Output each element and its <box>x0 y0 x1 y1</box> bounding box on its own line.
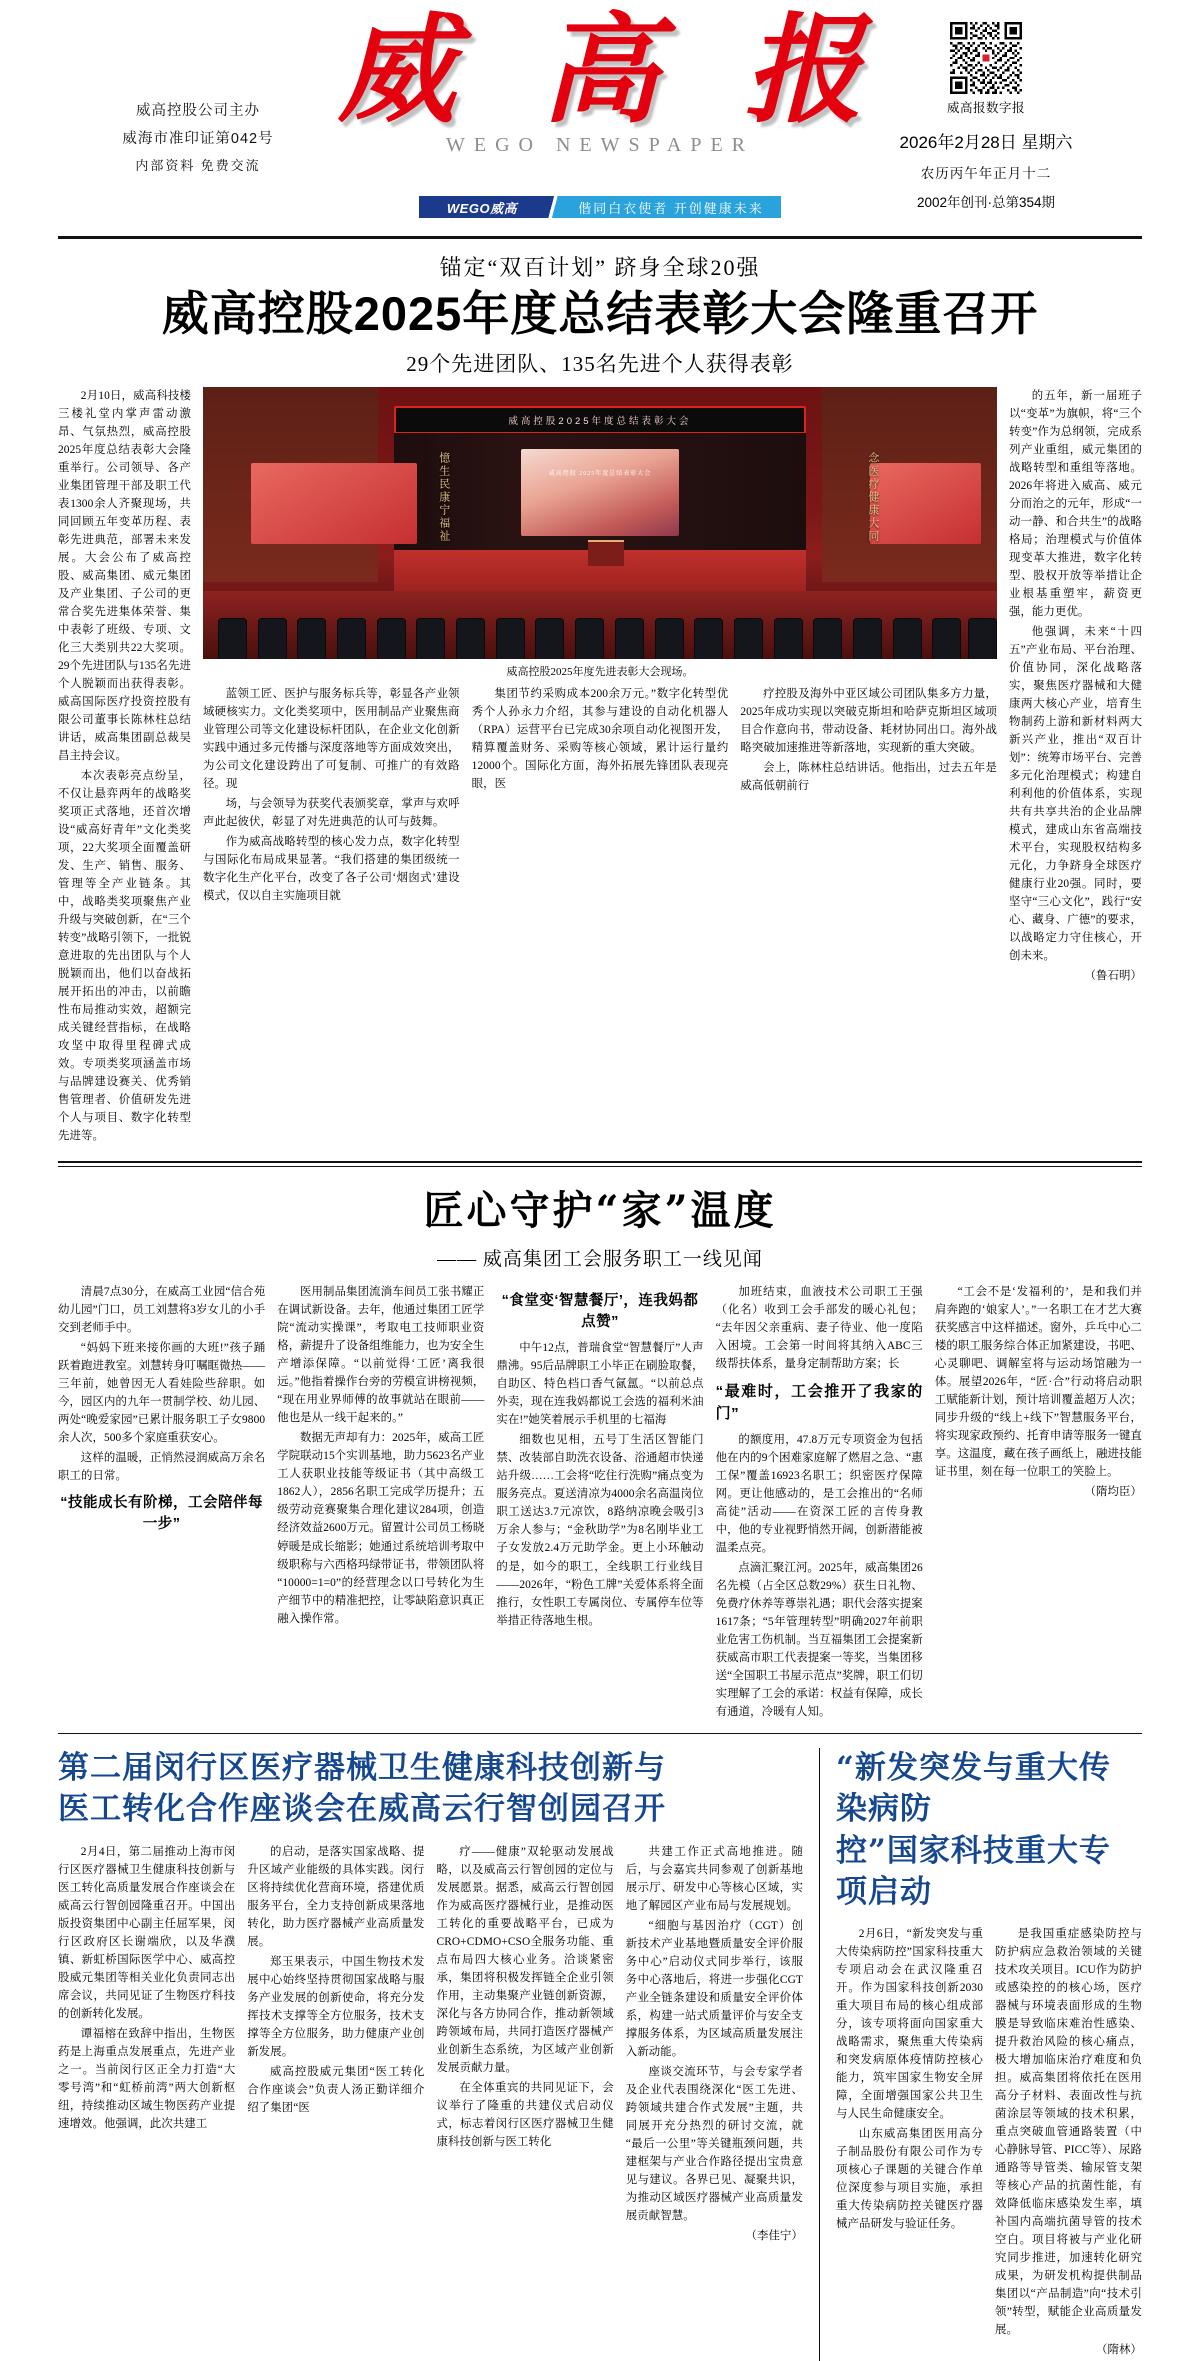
feature-columns <box>58 1283 1142 1723</box>
bottom-left-column-3 <box>437 1843 614 2247</box>
newspaper-title-en: WEGO NEWSPAPER <box>445 133 755 156</box>
paragraph: “工会不是‘发福利的’，是和我们并肩奔跑的‘娘家人’。”一名职工在才艺大赛获奖感言中这样描述。窗外，乒乓中心二楼的职工服务综合体正加紧建设，书吧、心灵聊吧、调解室将与运动场馆融为一体。展望2026年，“匠·合”行动将启动职工赋能新计划，预计培训覆盖超万人次；同步升级的“线上+线下”智慧服务平台，将实现家政预约、托育申请等服务一键直享。这温度，藏在孩子画纸上，融进技能证书里，刻在每一位职工的笑脸上。 <box>934 1286 1143 1479</box>
vertical-slogan-left: 憶生民康宁福祉 <box>437 451 450 543</box>
paragraph: 作为威高战略转型的核心发力点，数字化转型与国际化布局成果显著。“我们搭建的集团级统一数字化生产化平台，改变了各子公司‘烟囱式’建设模式，仅以自主实施项目就 <box>203 835 460 902</box>
lead-shoulder: 锚定“双百计划” 跻身全球20强 <box>439 255 761 280</box>
paragraph: 是我国重症感染防控与防护病应急救治领域的关键技术攻关项目。ICU作为防护或感染控的的核心场，医疗器械与环境表面形成的生物膜是导致临床难治性感染、提升救治风险的核心痛点，极大增加临床治疗难度和负担。威高集团将依托在医用高分子材料、表面改性与抗菌涂层等领域的技术积累，重点突破血管通路装置（中心静脉导管、PICC等）、尿路通路等导管类、输尿管支架等核心产品的抗菌性能，有效降低临床感染发生率，填补国内高端抗菌导管的技术空白。项目将被与产业化研究同步推进，加速转化研究成果，为研发机构提供制品集团以“产品制造”向“技术引领”转型，赋能企业高质量发展。 <box>995 1927 1142 2337</box>
paragraph: 的额度用，47.8万元专项资金为包括他在内的9个困难家庭解了燃眉之急、“惠工保”覆盖16923名职工；织密医疗保障网。更让他感动的，是工会推出的“名师高徒”活动——在资深工匠的言传身教中，他的专业视野悄然开阔，创新潜能被温柔点亮。 <box>715 1433 923 1554</box>
feature-column-1 <box>58 1283 265 1723</box>
feature-column-5 <box>935 1283 1142 1723</box>
paragraph: 山东威高集团医用高分子制品股份有限公司作为专项核心子课题的关键合作单位深度参与项目实施，承担重大传染病防控关键医疗器械产品研发与验证任务。 <box>836 2128 983 2231</box>
feature-subheading-2: “食堂变‘智慧餐厅’，连我妈都点赞” <box>501 1293 699 1331</box>
side-led-screen-right <box>870 463 981 545</box>
paragraph: 这样的温暖，正悄然浸润威高万余名职工的日常。 <box>58 1452 266 1483</box>
paragraph: “细胞与基因治疗（CGT）创新技术产业基地暨质量安全评价服务中心”启动仪式同步举行，该服务中心落地后，将进一步强化CGT产业全链条建设和质量安全评价体系，构建一站式质量评价与安全支撑服务体系，为区域高质量发展注入新动能。 <box>625 1919 803 2058</box>
paragraph: 场，与会领导为获奖代表颁奖章，掌声与欢呼声此起彼伏，彰显了对先进典范的认可与鼓舞。 <box>203 797 460 828</box>
paragraph: 威高控股威元集团“医工转化合作座谈会”负责人汤正勤详细介绍了集团“医 <box>247 2065 425 2114</box>
paragraph: 2月10日，威高科技楼三楼礼堂内掌声雷动激昂、气氛热烈，威高控股2025年度总结表彰大会隆重举行。公司领导、各产业集团管理干部及职工代表1300余人齐聚现场，共同回顾五年变革历程、表彰先进典范，部署未来发展。大会公布了威高控股、威高集团、威元集团及产业集团、子公司的更常合奖先进集体荣誉、集中表彰了班级、专项、文化三大类别共22大奖项。29个先进团队与135名先进个人脱颖而出获得表彰。威高国际医疗投资控股有限公司董事长陈林柱总结讲话，威高集团副总裁吴昌主持会议。 <box>58 389 191 762</box>
paragraph: 的启动，是落实国家战略、提升区域产业能级的具体实践。闵行区将持续优化营商环境，搭建优质服务平台，全力支持创新成果落地转化，助力医疗器械产业高质量发展。 <box>247 1845 425 1948</box>
lead-headline[interactable]: 威高控股2025年度总结表彰大会隆重召开 <box>161 287 1039 340</box>
publication-date: 2026年2月28日 星期六 <box>899 133 1073 152</box>
lead-column-5 <box>1009 387 1142 1148</box>
paragraph: 他强调，未来“十四五”产业布局、平台治理、价值协同，深化战略落实，聚焦医疗器械和大健康两大核心产业，培育生物制药上游和新材料两大新兴产业，推出“双百计划”：统筹市场平台、完善多元化治理模式；构建自利利他的价值体系，实现共有共享共治的企业品牌模式，建成山东省高端技术平台，实现股权结构多元化，力争跻身全球医疗健康行业20强。同时，要坚守“三心文化”，践行“安心、藏身、广德”的要求，以战略定力守住核心，开创未来。 <box>1009 625 1142 963</box>
lunar-date: 农历丙午年正月十二 <box>920 166 1052 181</box>
issue-number: 2002年创刊·总第354期 <box>916 195 1056 210</box>
bottom-left-column-4 <box>626 1843 803 2247</box>
feature-article <box>58 1161 1142 1723</box>
bottom-right-headline-line1[interactable]: “新发突发与重大传染病防 <box>836 1750 1111 1828</box>
bottom-right-column-2 <box>995 1925 1142 2361</box>
vertical-slogan-right: 念医疗健康大同 <box>866 451 879 543</box>
paragraph: 蓝领工匠、医护与服务标兵等，彰显各产业领域硬核实力。文化类奖项中，医用制品产业聚焦商业管理公司等文化建设标杆团队，在企业文化创新实践中通过多元传播与深度落地等方面成效突出，为公司文化建设跨出了可复制、可推广的有效路径。现 <box>203 687 460 790</box>
license-line: 威海市准印证第042号 <box>122 130 274 147</box>
lead-body <box>58 387 1142 1148</box>
internal-notice: 内部资料 免费交流 <box>135 158 261 173</box>
bottom-right-columns <box>836 1925 1142 2361</box>
conference-photo <box>203 387 997 659</box>
paragraph: 本次表彰亮点纷呈，不仅让悬弈两年的战略奖奖项正式落地，还首次增设“威高好青年”文化类奖项，22大奖项全面覆盖研发、生产、销售、服务、管理等全产业链条。其中，战略类奖项聚焦产业升级与突破创新，在“三个转变”战略引领下，一批锐意进取的先出团队与个人脱颖而出，他们以奋战拓展开拓出的冲击，以前瞻性布局推动实效，超额完成关键经营指标，在战略攻坚中取得里程碑式成效。专项类奖项涵盖市场与品牌建设赛关、优秀销售管理者、价值研发先进个人与项目、数字化转型先进等。 <box>58 769 191 1143</box>
masthead <box>58 0 1142 232</box>
paragraph: 医用制品集团流淌车间员工张书耀正在调试新设备。去年，他通过集团工匠学院“流动实操课”，考取电工技师职业资格，薪提升了设备组维能力，也为安全生产增添保障。“以前觉得‘工匠’离我很远。”他指着操作台旁的劳模宣讲榜视频，“现在用业界师傅的故事就站在眼前——他也是从一线干起来的。” <box>277 1286 485 1425</box>
qr-code[interactable] <box>950 22 1022 94</box>
bottom-right-headline-line2[interactable]: 控”国家科技重大专项启动 <box>836 1832 1111 1910</box>
feature-headline[interactable]: 匠心守护“家”温度 <box>423 1187 777 1235</box>
feature-subhead: —— 威高集团工会服务职工一线见闻 <box>437 1249 763 1271</box>
paragraph: 中午12点，普瑞食堂“智慧餐厅”人声鼎沸。95后品牌职工小毕正在刷脸取餐，自助区、特色档口香气氤氲。“以前总点外卖，现在连我妈都说工会选的福利米油实在!”她笑着展示手机里的七福海 <box>496 1342 704 1427</box>
paragraph: 加班结束，血液技术公司职工王强（化名）收到工会手部发的暖心礼包；“去年因父亲重病、妻子待业、他一度陷入困境。工会第一时间将其纳入ABC三级帮扶体系，量身定制帮助方案；长 <box>715 1286 923 1371</box>
bottom-left-column-1 <box>58 1843 235 2247</box>
feature-divider <box>58 1161 1142 1167</box>
feature-byline: （隋均臣） <box>1084 1486 1143 1499</box>
newspaper-title: 威 高 报 <box>337 0 885 139</box>
qr-code-label: 威高报数字报 <box>946 101 1025 115</box>
feature-column-4 <box>716 1283 923 1723</box>
lead-subhead: 29个先进团队、135名先进个人获得表彰 <box>406 351 794 376</box>
bottom-left-article <box>58 1748 803 2361</box>
stage-banner-text: 威高控股2025年度总结表彰大会 <box>508 415 692 427</box>
lead-mid-columns <box>203 685 997 907</box>
bottom-left-column-2 <box>247 1843 424 2247</box>
lead-article <box>58 239 1142 1147</box>
feature-column-2 <box>277 1283 484 1723</box>
paragraph: 的五年，新一届班子以“变革”为旗帜，将“三个转变”作为总纲领，完成系列产业重组，威元集团的战略转型和重组等落地。2026年将进入威高、威元分而治之的元年，形成“一动一静、和合共生”的战略格局；治理模式与价值体现变革大推进，数字化转型、股权开放等举措让企业根基重塑牢，薪资更强，能力更优。 <box>1009 389 1142 618</box>
bottom-section <box>58 1748 1142 2361</box>
bottom-left-columns <box>58 1843 803 2247</box>
bottom-right-byline: （隋林） <box>1096 2344 1142 2357</box>
lead-photo-block <box>203 387 997 1148</box>
bottom-left-headline-line1[interactable]: 第二届闵行区医疗器械卫生健康科技创新与 <box>58 1750 666 1787</box>
paragraph: 谭福榕在致辞中指出，生物医药是上海重点发展重点，先进产业之一。当前闵行区正全力打造“大零号湾”和“虹桥前湾”两大创新枢纽，持续推动区域生物医药产业提速增效。他强调，此次共建工 <box>58 2027 236 2130</box>
ribbon-brand: WEGO威高 <box>419 196 545 218</box>
brand-ribbon <box>419 196 781 218</box>
paragraph: 细数也见相，五号丁生活区智能门禁、改装部自助洗衣设备、浴通超市快递站升级……工会将“吃住行洗购”痛点变为服务亮点。夏送清凉为4000余名高温岗位职工送达3.7元凉饮，8路纳凉晚会吸引3万余人参与；“金秋助学”为8名刚毕业工子女发放2.4万元助学金。更上小环触动的是，如今的职工，全线职工行业线目——2026年，“粉色工牌”关爱体系将全面推行，女性职工专属岗位、专属停车位等举措正待落地生根。 <box>496 1434 704 1627</box>
paragraph: 共建工作正式高地推进。随后，与会嘉宾共同参观了创新基地展示厅、研发中心等核心区域，实地了解园区产业布局与发展规划。 <box>625 1845 803 1912</box>
ribbon-slogan: 偕同白衣使者 开创健康未来 <box>561 196 781 218</box>
ribbon-divider <box>545 196 561 218</box>
feature-subheading-1: “技能成长有阶梯，工会陪伴每一步” <box>60 1495 263 1533</box>
publisher-line: 威高控股公司主办 <box>136 103 260 119</box>
bottom-left-byline: （李佳宁） <box>745 2229 803 2242</box>
paragraph: 在全体重宾的共同见证下，会议举行了隆重的共建仪式启动仪式，标志着闵行区医疗器械卫生健康科技创新与医工转化 <box>436 2081 614 2148</box>
bottom-right-article <box>819 1748 1142 2361</box>
lead-column-4 <box>740 685 997 907</box>
paragraph: 点滴汇聚江河。2025年，威高集团26名先模（占全区总数29%）获生日礼物、免费疗休养等尊崇礼遇；职代会落实提案1617条；“5年管理转型”明确2027年前职业危害工伤机制。当互福集团工会提案新获威高市职工代表提案一等奖，当集团移送“全国职工书屋示范点”奖牌，职工们切实理解了工会的承诺：权益有保障，成长有通道，冷暖有人知。 <box>715 1561 923 1719</box>
lead-column-2 <box>203 685 460 907</box>
paragraph: “妈妈下班来接你画的大班!”孩子踊跃着跑进教室。刘慧转身叮嘱眶微热——三年前，她曾因无人看娃险些辞职。如今，园区内的九年一贯制学校、幼儿园、两处“晚爱家园”已累计服务职工子女9800余人次，500多个家庭重获安心。 <box>58 1342 266 1445</box>
paragraph: 疗控股及海外中亚区域公司团队集多方力量，2025年成功实现以突破克斯坦和哈萨克斯坦区域项目合作意向书，带动设备、耗材协同出口。海外战略突破加速推进等新落地，实现新的重大突破。 <box>740 687 998 754</box>
stage-banner <box>394 406 807 434</box>
paragraph: 集团节约采购成本200余万元。”数字化转型优秀个人孙永力介绍，其参与建设的自动化机器人（RPA）运营平台已完成30余项自动化视图开发，精算覆盖财务、采购等核心领域，累计运行量约12000个。国际化方面，海外拓展先锋团队表现亮眼，医 <box>471 687 729 790</box>
paragraph: 2月6日，“新发突发与重大传染病防控”国家科技重大专项启动会在武汉隆重召开。作为国家科技创新2030重大项目布局的核心组成部分，该专项将面向国家重大战略需求，聚焦重大传染病和突发病原体疫情防控核心能力，筑牢国家生物安全屏障，全面增强国家公共卫生与人民生命健康安全。 <box>836 1927 983 2121</box>
lead-byline: （鲁石明） <box>1084 970 1142 983</box>
side-led-screen-left <box>251 463 418 545</box>
main-led-screen <box>521 449 680 536</box>
bottom-left-headline-line2[interactable]: 医工转化合作座谈会在威高云行智创园召开 <box>58 1791 666 1828</box>
paragraph: 座谈交流环节，与会专家学者及企业代表围绕深化“医工先进、跨领域共建合作式发展”主题，共同展开充分热烈的研讨交流，就“最后一公里”等关键瓶颈问题，共建框架与产业合作路径提出宝贵意见与建议。各界已见、凝聚共识，为推动区域医疗器械产业高质量发展贡献智慧。 <box>625 2065 803 2222</box>
lead-column-3 <box>472 685 729 907</box>
masthead-right-info <box>836 22 1136 211</box>
lead-photo-wrap <box>203 387 997 659</box>
paragraph: 清晨7点30分，在威高工业园“信合苑幼儿园”门口，员工刘慧将3岁女儿的小手交到老师手中。 <box>58 1286 266 1335</box>
audience-seats <box>203 591 997 659</box>
podium <box>588 540 624 566</box>
paragraph: 郑玉果表示，中国生物技术发展中心始终坚持贯彻国家战略与服务产业发展的创新使命，将充分发挥技术支撑等全方位服务，技术支撑等全方位服务，助力健康产业创新发展。 <box>247 1955 425 2058</box>
main-screen-text: 威高控股 2025年度总结表彰大会 <box>548 471 652 478</box>
lead-column-1 <box>58 387 191 1148</box>
feature-column-3 <box>496 1283 703 1723</box>
paragraph: 2月4日，第二届推动上海市闵行区医疗器械卫生健康科技创新与医工转化高质量发展合作座谈会在威高云行智创园隆重召开。中国出版投资集团中心副主任屈军果，闵行区政府区长谢端欣，以及华濮镇、新虹桥国际医学中心、威高控股威元集团等相关业化负责同志出席会议，共同见证了生物医疗科技的创新转化发展。 <box>58 1845 236 2020</box>
paragraph: 数据无声却有力：2025年，威高工匠学院联动15个实训基地，助力5623名产业工人获职业技能等级证书（其中高级工1862人），2856名职工完成学历提升；五级劳动竞赛聚集合理化建议284项，创造经济效益2600万元。留置计公司员工杨晓婷暖是成长缩影；她通过系统培训考取中级职称与六西格玛绿带证书，带领团队将“10000=1=0”的经营理念以口号转化为生产细节中的精准把控，让零缺陷意识真正融入操作常。 <box>277 1432 485 1625</box>
paragraph: 会上，陈林柱总结讲话。他指出，过去五年是威高低朝前行 <box>740 761 998 792</box>
bottom-divider <box>58 1733 1142 1734</box>
photo-caption: 威高控股2025年度先进表彰大会现场。 <box>506 665 694 678</box>
bottom-right-column-1 <box>836 1925 983 2361</box>
paragraph: 疗——健康”双轮驱动发展战略，以及威高云行智创园的定位与发展愿景。据悉，威高云行智创园作为威高医疗器械行业，是推动医工转化的重要战略平台，已成为CRO+CDMO+CSO全服务功能、重点布局四大核心业务。洽谈紧密承，集团将积极发挥链全企业引领作用，主动集聚产业链创新资源，深化与各方协同合作，推动新领域跨领域布局，共同打造医疗器械产业创新生态系统，为区域产业创新发展贡献力量。 <box>436 1845 614 2074</box>
feature-subheading-3: “最难时，工会推开了我家的门” <box>715 1383 923 1423</box>
